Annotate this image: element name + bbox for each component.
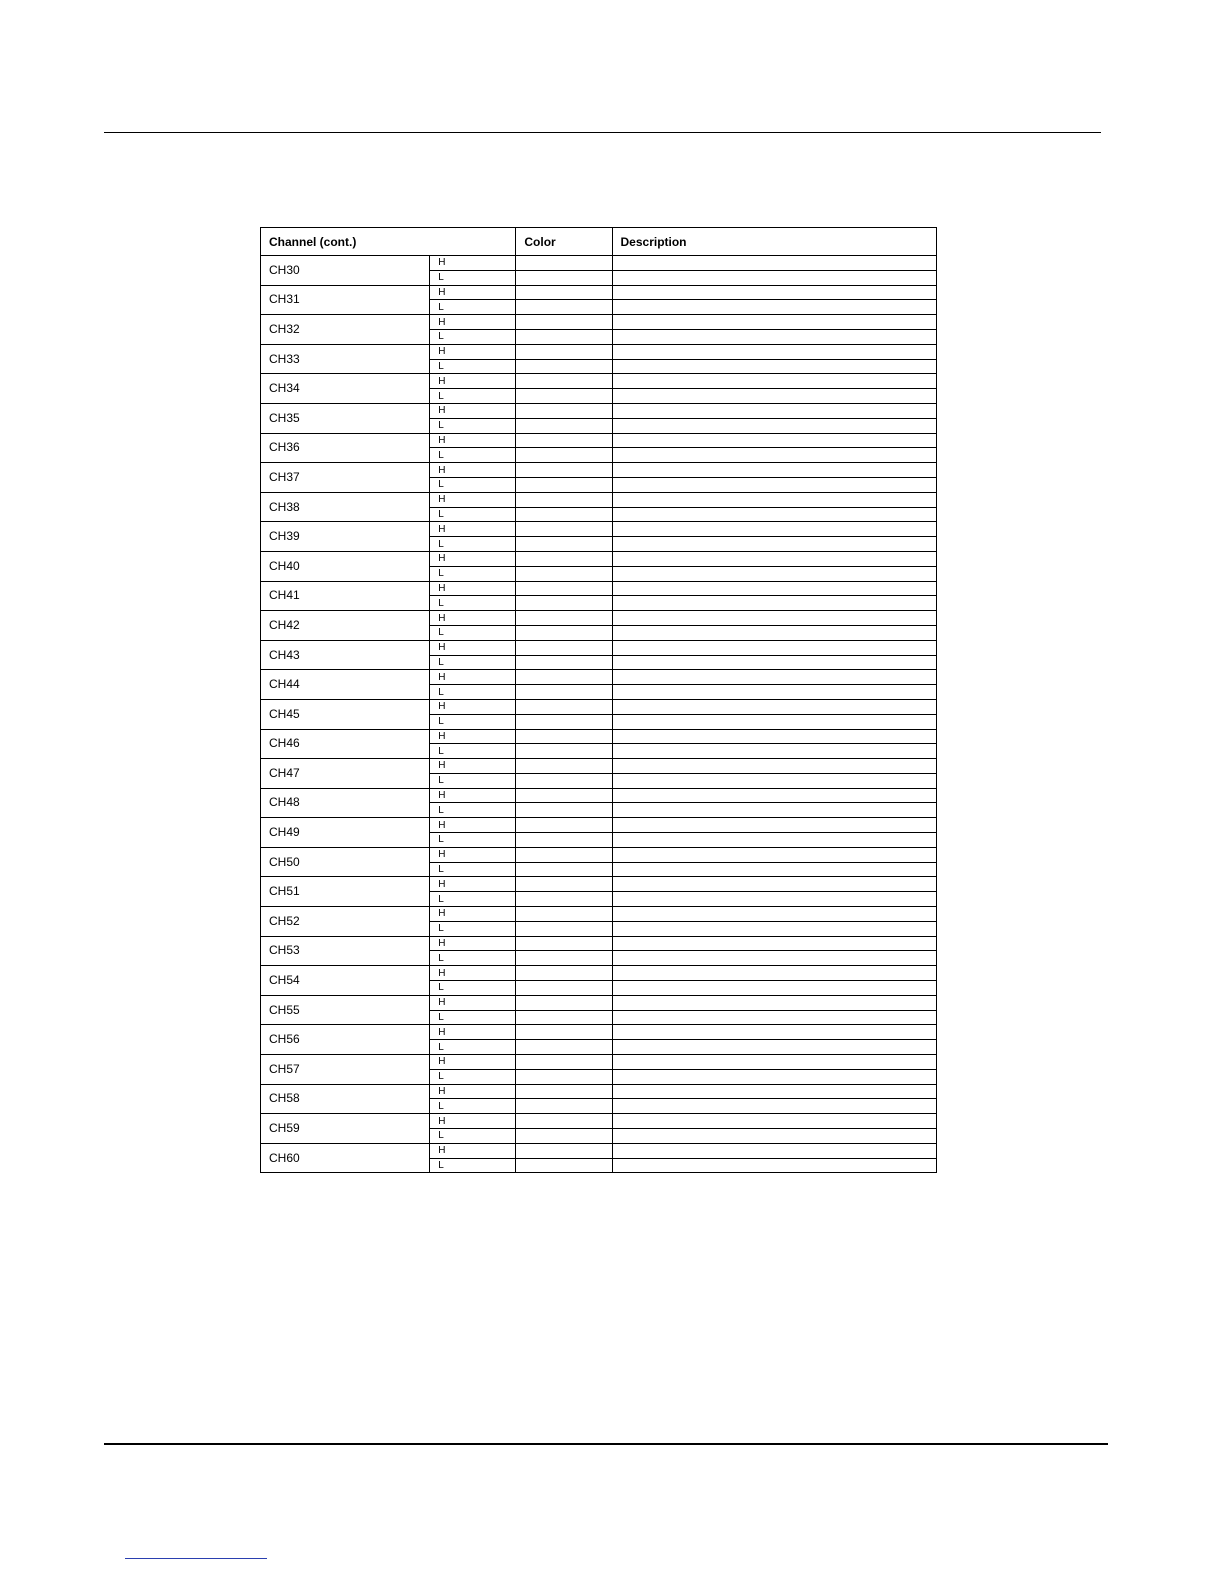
high-description-cell[interactable]: [612, 551, 937, 566]
high-description-cell[interactable]: [612, 1055, 937, 1070]
high-color-cell[interactable]: [516, 1114, 612, 1129]
high-description-cell[interactable]: [612, 403, 937, 418]
high-terminal-label: H: [430, 847, 516, 862]
low-color-cell[interactable]: [516, 803, 612, 818]
high-terminal-label: H: [430, 403, 516, 418]
high-color-cell[interactable]: [516, 433, 612, 448]
channel-name: CH44: [261, 670, 430, 700]
high-terminal-label: H: [430, 1084, 516, 1099]
channel-name: CH58: [261, 1084, 430, 1114]
high-terminal-label: H: [430, 670, 516, 685]
channel-name: CH43: [261, 640, 430, 670]
high-description-cell[interactable]: [612, 344, 937, 359]
table-row: [261, 551, 937, 566]
high-color-cell[interactable]: [516, 995, 612, 1010]
low-terminal-label: L: [430, 329, 516, 344]
high-description-cell[interactable]: [612, 640, 937, 655]
high-terminal-label: H: [430, 492, 516, 507]
high-color-cell[interactable]: [516, 315, 612, 330]
high-description-cell[interactable]: [612, 611, 937, 626]
table-row: [261, 788, 937, 803]
low-color-cell[interactable]: [516, 1010, 612, 1025]
high-terminal-label: H: [430, 522, 516, 537]
high-terminal-label: H: [430, 581, 516, 596]
low-color-cell[interactable]: [516, 1099, 612, 1114]
channel-name: CH40: [261, 551, 430, 581]
channel-name: CH46: [261, 729, 430, 759]
table-row: [261, 522, 937, 537]
low-terminal-label: L: [430, 1158, 516, 1173]
low-color-cell[interactable]: [516, 1158, 612, 1173]
low-color-cell[interactable]: [516, 507, 612, 522]
low-description-cell[interactable]: [612, 477, 937, 492]
high-color-cell[interactable]: [516, 907, 612, 922]
high-terminal-label: H: [430, 995, 516, 1010]
high-color-cell[interactable]: [516, 640, 612, 655]
high-description-cell[interactable]: [612, 581, 937, 596]
table-row: [261, 907, 937, 922]
low-terminal-label: L: [430, 477, 516, 492]
channel-name: CH56: [261, 1025, 430, 1055]
low-color-cell[interactable]: [516, 418, 612, 433]
high-description-cell[interactable]: [612, 463, 937, 478]
footer-rule: [104, 1443, 1108, 1445]
channel-name: CH49: [261, 818, 430, 848]
high-description-cell[interactable]: [612, 1114, 937, 1129]
low-description-cell[interactable]: [612, 655, 937, 670]
low-terminal-label: L: [430, 448, 516, 463]
high-color-cell[interactable]: [516, 403, 612, 418]
low-color-cell[interactable]: [516, 655, 612, 670]
high-color-cell[interactable]: [516, 256, 612, 271]
table-row: [261, 374, 937, 389]
channel-name: CH60: [261, 1143, 430, 1173]
low-color-cell[interactable]: [516, 921, 612, 936]
low-terminal-label: L: [430, 1129, 516, 1144]
high-terminal-label: H: [430, 315, 516, 330]
low-terminal-label: L: [430, 359, 516, 374]
low-terminal-label: L: [430, 270, 516, 285]
high-description-cell[interactable]: [612, 936, 937, 951]
description-column-header: Description: [612, 228, 937, 256]
low-color-cell[interactable]: [516, 566, 612, 581]
channel-name: CH54: [261, 966, 430, 996]
low-terminal-label: L: [430, 921, 516, 936]
low-terminal-label: L: [430, 1099, 516, 1114]
channel-name: CH39: [261, 522, 430, 552]
low-description-cell[interactable]: [612, 1069, 937, 1084]
high-description-cell[interactable]: [612, 818, 937, 833]
low-terminal-label: L: [430, 418, 516, 433]
low-terminal-label: L: [430, 685, 516, 700]
high-terminal-label: H: [430, 433, 516, 448]
channel-name: CH31: [261, 285, 430, 315]
low-terminal-label: L: [430, 773, 516, 788]
high-color-cell[interactable]: [516, 729, 612, 744]
low-color-cell[interactable]: [516, 270, 612, 285]
high-terminal-label: H: [430, 463, 516, 478]
channel-name: CH51: [261, 877, 430, 907]
high-color-cell[interactable]: [516, 463, 612, 478]
low-color-cell[interactable]: [516, 833, 612, 848]
high-color-cell[interactable]: [516, 522, 612, 537]
high-color-cell[interactable]: [516, 551, 612, 566]
table-row: [261, 285, 937, 300]
channel-name: CH45: [261, 699, 430, 729]
low-color-cell[interactable]: [516, 1040, 612, 1055]
channel-name: CH36: [261, 433, 430, 463]
channel-name: CH52: [261, 907, 430, 937]
low-terminal-label: L: [430, 537, 516, 552]
table-row: [261, 315, 937, 330]
channel-name: CH48: [261, 788, 430, 818]
low-terminal-label: L: [430, 655, 516, 670]
high-terminal-label: H: [430, 611, 516, 626]
channel-name: CH41: [261, 581, 430, 611]
channel-name: CH38: [261, 492, 430, 522]
low-terminal-label: L: [430, 507, 516, 522]
table-row: [261, 611, 937, 626]
high-description-cell[interactable]: [612, 285, 937, 300]
high-terminal-label: H: [430, 1114, 516, 1129]
table-row: [261, 729, 937, 744]
high-terminal-label: H: [430, 877, 516, 892]
channel-name: CH59: [261, 1114, 430, 1144]
high-terminal-label: H: [430, 285, 516, 300]
high-description-cell[interactable]: [612, 433, 937, 448]
table-row: [261, 1114, 937, 1129]
high-description-cell[interactable]: [612, 877, 937, 892]
channel-name: CH33: [261, 344, 430, 374]
low-description-cell[interactable]: [612, 862, 937, 877]
channel-name: CH53: [261, 936, 430, 966]
high-description-cell[interactable]: [612, 729, 937, 744]
low-terminal-label: L: [430, 833, 516, 848]
high-color-cell[interactable]: [516, 492, 612, 507]
header-rule: [104, 132, 1101, 133]
high-color-cell[interactable]: [516, 670, 612, 685]
low-color-cell[interactable]: [516, 537, 612, 552]
channel-name: CH47: [261, 759, 430, 789]
table-row: [261, 877, 937, 892]
low-description-cell[interactable]: [612, 1040, 937, 1055]
high-terminal-label: H: [430, 256, 516, 271]
table-row: [261, 847, 937, 862]
channel-name: CH30: [261, 256, 430, 286]
high-description-cell[interactable]: [612, 995, 937, 1010]
low-color-cell[interactable]: [516, 773, 612, 788]
table-row: [261, 463, 937, 478]
low-description-cell[interactable]: [612, 833, 937, 848]
low-color-cell[interactable]: [516, 596, 612, 611]
high-terminal-label: H: [430, 374, 516, 389]
high-description-cell[interactable]: [612, 1025, 937, 1040]
table-row: [261, 433, 937, 448]
high-description-cell[interactable]: [612, 1143, 937, 1158]
high-color-cell[interactable]: [516, 1084, 612, 1099]
low-color-cell[interactable]: [516, 685, 612, 700]
low-color-cell[interactable]: [516, 714, 612, 729]
low-color-cell[interactable]: [516, 625, 612, 640]
high-color-cell[interactable]: [516, 788, 612, 803]
table-row: [261, 936, 937, 951]
high-description-cell[interactable]: [612, 374, 937, 389]
table-row: [261, 995, 937, 1010]
low-description-cell[interactable]: [612, 1099, 937, 1114]
high-terminal-label: H: [430, 907, 516, 922]
high-terminal-label: H: [430, 640, 516, 655]
low-terminal-label: L: [430, 625, 516, 640]
table-row: [261, 759, 937, 774]
table-row: [261, 492, 937, 507]
color-column-header: Color: [516, 228, 612, 256]
low-color-cell[interactable]: [516, 892, 612, 907]
table-row: [261, 699, 937, 714]
low-terminal-label: L: [430, 714, 516, 729]
high-color-cell[interactable]: [516, 581, 612, 596]
low-color-cell[interactable]: [516, 981, 612, 996]
channel-name: CH34: [261, 374, 430, 404]
low-description-cell[interactable]: [612, 596, 937, 611]
low-terminal-label: L: [430, 596, 516, 611]
low-color-cell[interactable]: [516, 359, 612, 374]
table-row: [261, 344, 937, 359]
low-description-cell[interactable]: [612, 1129, 937, 1144]
channel-rows: [261, 256, 937, 1173]
high-terminal-label: H: [430, 1143, 516, 1158]
low-description-cell[interactable]: [612, 507, 937, 522]
low-color-cell[interactable]: [516, 477, 612, 492]
channel-name: CH42: [261, 611, 430, 641]
low-terminal-label: L: [430, 981, 516, 996]
low-description-cell[interactable]: [612, 537, 937, 552]
low-color-cell[interactable]: [516, 862, 612, 877]
low-description-cell[interactable]: [612, 892, 937, 907]
low-terminal-label: L: [430, 1010, 516, 1025]
high-terminal-label: H: [430, 788, 516, 803]
low-color-cell[interactable]: [516, 329, 612, 344]
low-description-cell[interactable]: [612, 625, 937, 640]
high-color-cell[interactable]: [516, 1025, 612, 1040]
high-color-cell[interactable]: [516, 344, 612, 359]
low-color-cell[interactable]: [516, 448, 612, 463]
low-description-cell[interactable]: [612, 714, 937, 729]
high-color-cell[interactable]: [516, 847, 612, 862]
high-color-cell[interactable]: [516, 936, 612, 951]
low-description-cell[interactable]: [612, 418, 937, 433]
low-color-cell[interactable]: [516, 744, 612, 759]
table-row: [261, 670, 937, 685]
table-row: [261, 1143, 937, 1158]
footer-link-underline: [125, 1558, 267, 1559]
low-color-cell[interactable]: [516, 951, 612, 966]
channel-name: CH57: [261, 1055, 430, 1085]
low-terminal-label: L: [430, 1069, 516, 1084]
high-description-cell[interactable]: [612, 847, 937, 862]
high-description-cell[interactable]: [612, 256, 937, 271]
table-row: [261, 1025, 937, 1040]
table-row: [261, 581, 937, 596]
low-description-cell[interactable]: [612, 329, 937, 344]
channel-column-header: Channel (cont.): [261, 228, 516, 256]
low-color-cell[interactable]: [516, 300, 612, 315]
low-description-cell[interactable]: [612, 389, 937, 404]
low-description-cell[interactable]: [612, 744, 937, 759]
high-description-cell[interactable]: [612, 788, 937, 803]
high-color-cell[interactable]: [516, 1143, 612, 1158]
high-description-cell[interactable]: [612, 907, 937, 922]
channel-name: CH35: [261, 403, 430, 433]
high-terminal-label: H: [430, 699, 516, 714]
low-terminal-label: L: [430, 892, 516, 907]
high-color-cell[interactable]: [516, 818, 612, 833]
high-terminal-label: H: [430, 1055, 516, 1070]
low-description-cell[interactable]: [612, 359, 937, 374]
table-row: [261, 966, 937, 981]
low-description-cell[interactable]: [612, 566, 937, 581]
channel-name: CH37: [261, 463, 430, 493]
low-description-cell[interactable]: [612, 981, 937, 996]
high-terminal-label: H: [430, 551, 516, 566]
table-row: [261, 640, 937, 655]
table-header-row: [261, 228, 937, 256]
high-description-cell[interactable]: [612, 1084, 937, 1099]
table-row: [261, 1084, 937, 1099]
high-color-cell[interactable]: [516, 1055, 612, 1070]
low-description-cell[interactable]: [612, 448, 937, 463]
high-terminal-label: H: [430, 729, 516, 744]
high-description-cell[interactable]: [612, 315, 937, 330]
table-row: [261, 818, 937, 833]
high-terminal-label: H: [430, 966, 516, 981]
low-terminal-label: L: [430, 744, 516, 759]
high-color-cell[interactable]: [516, 699, 612, 714]
high-color-cell[interactable]: [516, 877, 612, 892]
high-description-cell[interactable]: [612, 759, 937, 774]
low-description-cell[interactable]: [612, 300, 937, 315]
low-description-cell[interactable]: [612, 685, 937, 700]
table-row: [261, 1055, 937, 1070]
high-color-cell[interactable]: [516, 285, 612, 300]
high-color-cell[interactable]: [516, 966, 612, 981]
high-color-cell[interactable]: [516, 374, 612, 389]
low-terminal-label: L: [430, 1040, 516, 1055]
low-terminal-label: L: [430, 300, 516, 315]
high-description-cell[interactable]: [612, 966, 937, 981]
channel-name: CH55: [261, 995, 430, 1025]
low-description-cell[interactable]: [612, 1010, 937, 1025]
low-terminal-label: L: [430, 862, 516, 877]
low-description-cell[interactable]: [612, 951, 937, 966]
low-color-cell[interactable]: [516, 389, 612, 404]
low-description-cell[interactable]: [612, 773, 937, 788]
table-row: [261, 403, 937, 418]
low-terminal-label: L: [430, 803, 516, 818]
high-description-cell[interactable]: [612, 699, 937, 714]
high-terminal-label: H: [430, 818, 516, 833]
low-description-cell[interactable]: [612, 270, 937, 285]
low-terminal-label: L: [430, 389, 516, 404]
high-description-cell[interactable]: [612, 492, 937, 507]
high-color-cell[interactable]: [516, 759, 612, 774]
channel-table: [260, 227, 937, 1173]
low-description-cell[interactable]: [612, 921, 937, 936]
high-color-cell[interactable]: [516, 611, 612, 626]
high-terminal-label: H: [430, 759, 516, 774]
table-row: [261, 256, 937, 271]
channel-name: CH50: [261, 847, 430, 877]
low-terminal-label: L: [430, 566, 516, 581]
high-terminal-label: H: [430, 1025, 516, 1040]
low-terminal-label: L: [430, 951, 516, 966]
low-description-cell[interactable]: [612, 803, 937, 818]
high-description-cell[interactable]: [612, 670, 937, 685]
high-terminal-label: H: [430, 344, 516, 359]
high-description-cell[interactable]: [612, 522, 937, 537]
high-terminal-label: H: [430, 936, 516, 951]
low-color-cell[interactable]: [516, 1129, 612, 1144]
low-description-cell[interactable]: [612, 1158, 937, 1173]
low-color-cell[interactable]: [516, 1069, 612, 1084]
channel-name: CH32: [261, 315, 430, 345]
